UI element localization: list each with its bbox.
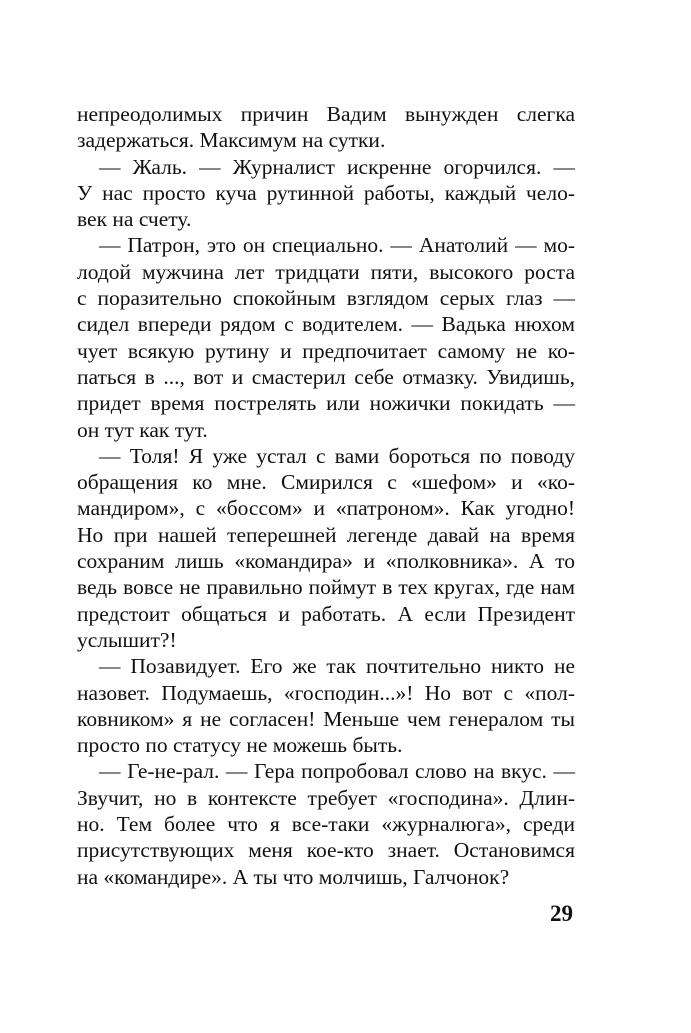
text-line: обращения ко мне. Смирился с «шефом» и «ко- [77, 470, 575, 495]
text-line: сохраним лишь «командира» и «полковника». А то [77, 549, 575, 574]
paragraph [77, 232, 575, 442]
text-line: ведь вовсе не правильно поймут в тех кругах, где нам [77, 575, 575, 600]
paragraph [77, 758, 575, 889]
text-line: — Толя! Я уже устал с вами бороться по поводу [99, 443, 575, 468]
text-line: непреодолимых причин Вадим вынужден слегка [77, 102, 575, 126]
text-line: — Позавидует. Его же так почтительно никто не [99, 654, 575, 679]
paragraph [77, 154, 575, 233]
text-line: У нас просто куча рутинной работы, каждый чело- [77, 180, 575, 205]
text-line: просто по статусу не можешь быть. [77, 733, 403, 758]
text-line: придет время пострелять или ножички покидать — [77, 391, 575, 416]
text-line: Но при нашей теперешней легенде давай на время [77, 522, 575, 547]
text-line: лодой мужчина лет тридцати пяти, высокого роста [77, 259, 575, 284]
text-line: сидел впереди рядом с водителем. — Вадька нюхом [77, 312, 575, 337]
text-line: назовет. Подумаешь, «господин...»! Но вот с «пол- [77, 680, 575, 705]
paragraph [77, 653, 575, 758]
page-number: 29 [550, 901, 573, 926]
text-line: на «командире». А ты что молчишь, Галчонок? [77, 864, 510, 889]
text-line: — Патрон, это он специально. — Анатолий — мо- [99, 233, 575, 258]
text-line: услышит?! [77, 627, 177, 652]
body-text [77, 101, 575, 890]
text-line: присутствующих меня кое-кто знает. Остановимся [77, 838, 575, 863]
text-line: с поразительно спокойным взглядом серых глаз — [77, 286, 575, 311]
text-line: ковником» я не согласен! Меньше чем генералом ты [77, 706, 575, 731]
text-line: Звучит, но в контексте требует «господина». Длин- [77, 785, 575, 810]
text-line: он тут как тут. [77, 417, 208, 442]
text-line: чует всякую рутину и предпочитает самому не ко- [77, 338, 575, 363]
text-line: — Жаль. — Журналист искренне огорчился. — [99, 154, 575, 179]
text-line: мандиром», с «боссом» и «патроном». Как угодно! [77, 496, 575, 521]
text-line: но. Тем более что я все-таки «журналюга», среди [77, 812, 575, 837]
text-line: паться в ..., вот и смастерил себе отмазку. Увидишь, [77, 364, 575, 389]
paragraph [77, 443, 575, 653]
text-line: задержаться. Максимум на сутки. [77, 128, 386, 153]
text-line: — Ге-не-рал. — Гера попробовал слово на вкус. — [99, 759, 575, 784]
text-line: век на счету. [77, 207, 192, 232]
text-line: предстоит общаться и работать. А если Президент [77, 601, 575, 626]
paragraph [77, 101, 575, 154]
